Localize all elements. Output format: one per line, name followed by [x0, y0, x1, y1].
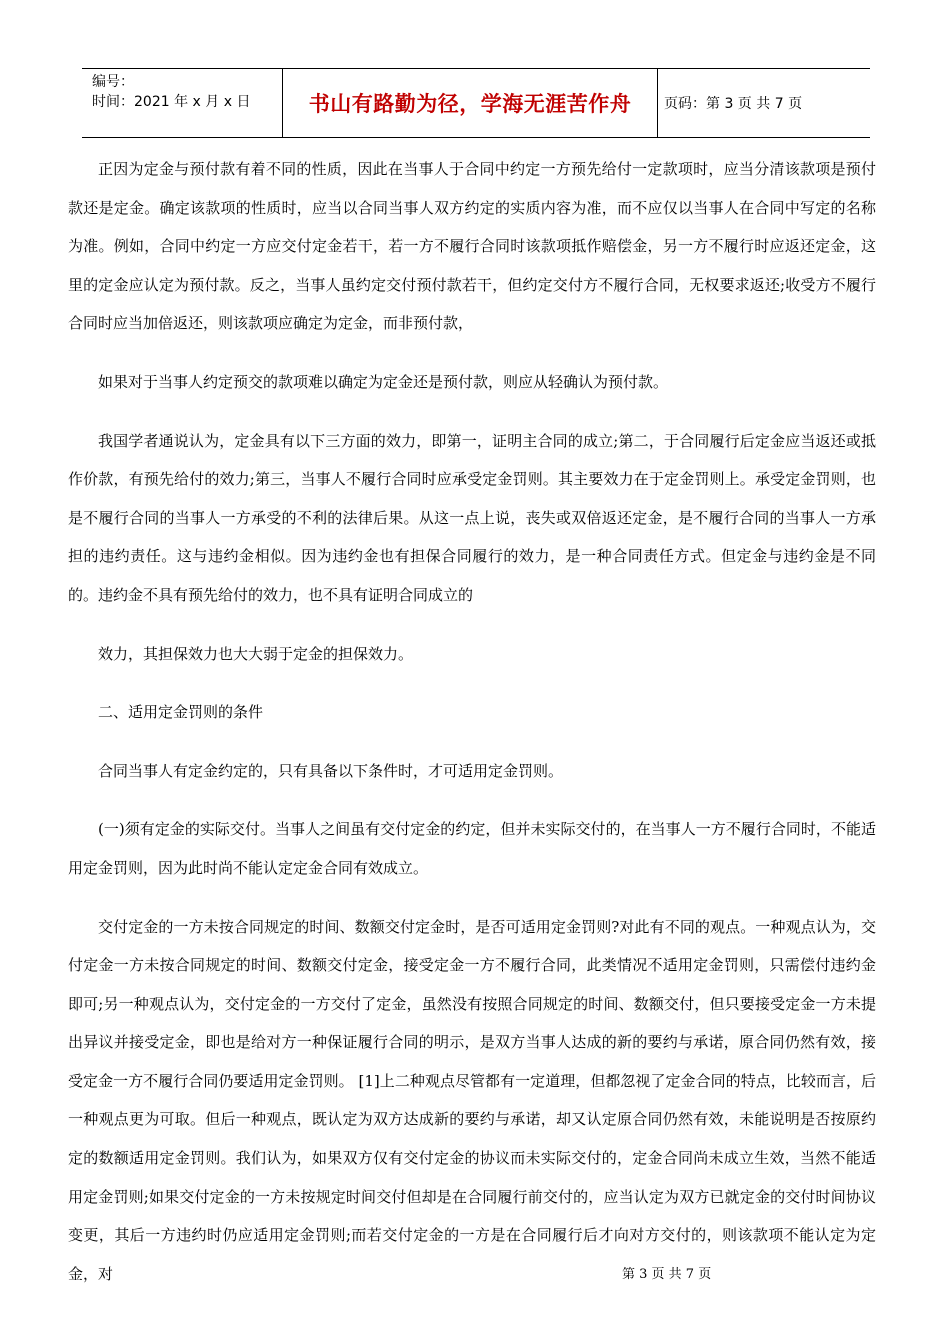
code-label: 编号： [92, 74, 134, 90]
document-header [82, 68, 870, 138]
paragraph: (一)须有定金的实际交付。当事人之间虽有交付定金的约定，但并未实际交付的，在当事人一方不履行合同时，不能适用定金罚则，因为此时尚不能认定定金合同有效成立。 [68, 820, 876, 877]
motto-text: 书山有路勤为径，学海无涯苦作舟 [308, 92, 632, 116]
page-info: 页码：第 3 页 共 7 页 [664, 96, 803, 112]
page-footer: 第 3 页 共 7 页 [622, 1267, 712, 1282]
paragraph: 交付定金的一方未按合同规定的时间、数额交付定金时，是否可适用定金罚则?对此有不同的观点。一种观点认为，交付定金一方未按合同规定的时间、数额交付定金，接受定金一方不履行合同，此类情况不适用定金罚则，只需偿付违约金即可;另一种观点认为，交付定金的一方交付了定金，虽然没有按照合同规定的时间、数额交付，但只要接受定金一方未提出异议并接受定金，即也是给对方一种保证履行合同的明示，是双方当事人达成的新的要约与承诺，原合同仍然有效，接受定金一方不履行合同仍要适用定金罚则。 [1]上二种观点尽管都有一定道理，但都忽视了定金合同的特点，比较而言，后一种观点更为可取。但后一种观点，既认定为双方达成新的要约与承诺，却又认定原合同仍然有效，未能说明是否按原约定的数额适用定金罚则。我们认为，如果双方仅有交付定金的协议而未实际交付的，定金合同尚未成立生效，当然不能适用定金罚则;如果交付定金的一方未按规定时间交付但却是在合同履行前交付的，应当认定为双方已就定金的交付时间协议变更，其后一方违约时仍应适用定金罚则;而若交付定金的一方是在合同履行后才向对方交付的，则该款项不能认定为定金，对 [68, 917, 876, 1283]
paragraph: 我国学者通说认为，定金具有以下三方面的效力，即第一，证明主合同的成立;第二，于合同履行后定金应当返还或抵作价款，有预先给付的效力;第三，当事人不履行合同时应承受定金罚则。其主要效力在于定金罚则上。承受定金罚则，也是不履行合同的当事人一方承受的不利的法律后果。从这一点上说，丧失或双倍返还定金，是不履行合同的当事人一方承担的违约责任。这与违约金相似。因为违约金也有担保合同履行的效力，是一种合同责任方式。但定金与违约金是不同的。违约金不具有预先给付的效力，也不具有证明合同成立的 [68, 431, 876, 604]
header-motto-cell [283, 69, 658, 137]
paragraph: 正因为定金与预付款有着不同的性质，因此在当事人于合同中约定一方预先给付一定款项时，应当分清该款项是预付款还是定金。确定该款项的性质时，应当以合同当事人双方约定的实质内容为准，而不应仅以当事人在合同中写定的名称为准。例如，合同中约定一方应交付定金若干，若一方不履行合同时该款项抵作赔偿金，另一方不履行时应返还定金，这里的定金应认定为预付款。反之，当事人虽约定交付预付款若干，但约定交付方不履行合同，无权要求返还;收受方不履行合同时应当加倍返还，则该款项应确定为定金，而非预付款， [68, 160, 876, 333]
document-body [68, 150, 876, 1293]
header-meta-cell [82, 69, 283, 137]
paragraph: 如果对于当事人约定预交的款项难以确定为定金还是预付款，则应从轻确认为预付款。 [98, 372, 669, 391]
date-line: 时间：2021 年 x 月 x 日 [92, 94, 251, 110]
header-page-cell [658, 69, 870, 137]
paragraph: 效力，其担保效力也大大弱于定金的担保效力。 [98, 644, 414, 663]
paragraph: 合同当事人有定金约定的，只有具备以下条件时，才可适用定金罚则。 [98, 761, 564, 780]
section-heading: 二、适用定金罚则的条件 [98, 703, 264, 722]
